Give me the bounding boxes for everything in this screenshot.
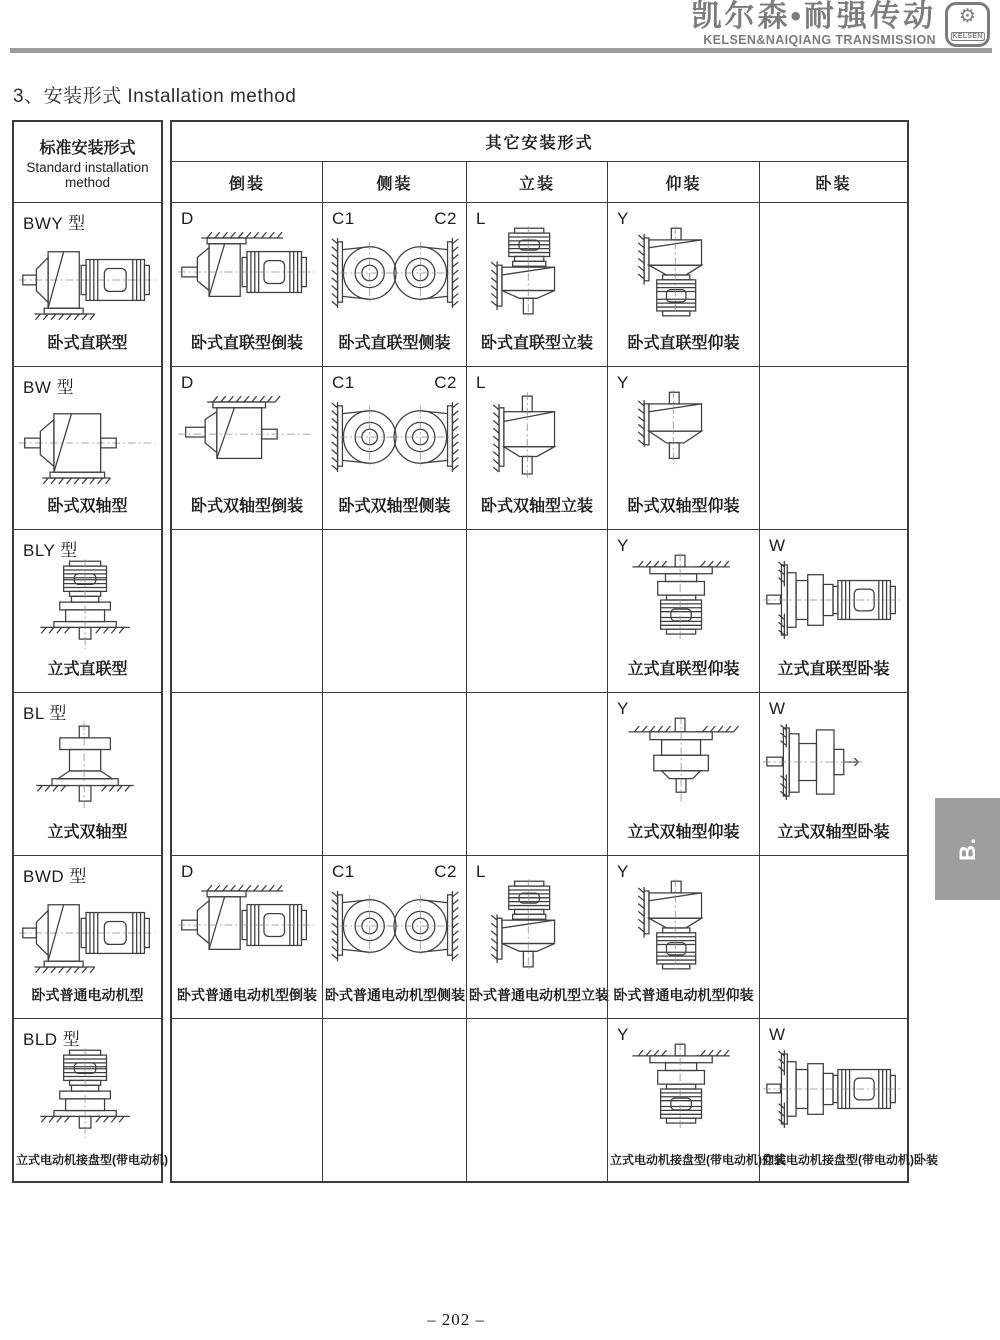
column-header-vertical: 立装 bbox=[466, 162, 607, 202]
cell-bly-horizontal bbox=[759, 529, 907, 692]
cell-bld-upward bbox=[607, 1018, 786, 1181]
cell-bwy-vertical bbox=[466, 203, 607, 366]
mount-code-label: W bbox=[769, 536, 786, 555]
installation-caption: 立式双轴型仰装 bbox=[627, 824, 740, 841]
mount-code-label: C1 bbox=[332, 862, 355, 881]
standard-header-en: Standard installation method bbox=[26, 159, 149, 190]
standard-header-cn: 标准安装形式 bbox=[39, 139, 136, 157]
installation-drawing-vert-l bbox=[464, 878, 610, 974]
installation-caption: 立式直联型仰装 bbox=[627, 661, 740, 678]
installation-caption: 立式电动机接盘型(带电动机)仰装 bbox=[610, 1153, 786, 1167]
column-header-horizontal: 卧装 bbox=[759, 162, 907, 202]
mount-code-label: C2 bbox=[434, 862, 457, 881]
cell-bl-horizontal bbox=[759, 692, 907, 855]
cell-bwd-inverted bbox=[172, 855, 322, 1018]
mount-code-label: C1 bbox=[332, 209, 355, 228]
installation-drawing-bw-inv bbox=[174, 389, 320, 485]
cell-bwd-side bbox=[322, 855, 466, 1018]
other-methods-table bbox=[170, 120, 938, 1183]
cell-bwd-horizontal bbox=[759, 855, 907, 1018]
cell-bly-side bbox=[322, 529, 466, 692]
installation-drawing-hd-std bbox=[15, 884, 161, 980]
mount-code-label: Y bbox=[617, 373, 629, 392]
cell-bly-vertical bbox=[466, 529, 607, 692]
cells-grid bbox=[172, 203, 938, 1181]
cell-bw-upward bbox=[607, 366, 759, 529]
brand-name-english: KELSEN&NAIQIANG TRANSMISSION bbox=[703, 33, 936, 47]
installation-caption: 卧式双轴型仰装 bbox=[627, 498, 740, 515]
installation-drawing-hd-inv bbox=[174, 225, 320, 321]
installation-drawing-bw-l bbox=[464, 389, 610, 485]
cell-bl-upward bbox=[607, 692, 759, 855]
mount-code-label: Y bbox=[617, 699, 629, 718]
cell-standard-bw bbox=[14, 366, 161, 529]
cell-bwy-side bbox=[322, 203, 466, 366]
installation-drawing-v-inv bbox=[611, 715, 757, 811]
installation-drawing-v-std bbox=[15, 721, 161, 817]
model-type-label: BLY 型 bbox=[23, 541, 78, 560]
mount-code-label: Y bbox=[617, 1025, 629, 1044]
installation-caption: 卧式双轴型倒装 bbox=[190, 498, 303, 515]
cell-bw-inverted bbox=[172, 366, 322, 529]
cell-bld-horizontal bbox=[759, 1018, 938, 1181]
installation-drawing-v-w bbox=[761, 715, 907, 811]
installation-drawing-up-y bbox=[611, 878, 757, 974]
installation-caption: 卧式普通电动机型仰装 bbox=[613, 987, 754, 1003]
cell-bwy-upward bbox=[607, 203, 759, 366]
cell-bw-horizontal bbox=[759, 366, 907, 529]
installation-drawing-v-motor-inv bbox=[611, 1041, 757, 1137]
brand-header bbox=[0, 2, 990, 47]
mount-code-label: C1 bbox=[332, 373, 355, 392]
cell-bld-inverted bbox=[172, 1018, 322, 1181]
cell-bly-upward bbox=[607, 529, 759, 692]
cell-standard-bl bbox=[14, 692, 161, 855]
cell-bwd-vertical bbox=[466, 855, 607, 1018]
installation-caption: 卧式双轴型立装 bbox=[480, 498, 593, 515]
model-type-label: BLD 型 bbox=[23, 1030, 81, 1049]
installation-drawing-vert-l bbox=[464, 225, 610, 321]
installation-caption: 立式直联型 bbox=[47, 661, 128, 678]
brand-name-chinese: 凯尔森•耐强传动 bbox=[691, 0, 936, 33]
model-type-label: BWY 型 bbox=[23, 214, 86, 233]
mount-code-label: L bbox=[476, 862, 486, 881]
installation-caption: 立式电动机接盘型(带电动机)卧装 bbox=[762, 1153, 938, 1167]
mount-code-label: L bbox=[476, 373, 486, 392]
kelsen-logo-badge bbox=[945, 2, 990, 47]
cell-bw-vertical bbox=[466, 366, 607, 529]
section-tab-b bbox=[935, 798, 1000, 900]
cell-bld-side bbox=[322, 1018, 466, 1181]
installation-drawing-bw-y bbox=[611, 389, 757, 485]
installation-caption: 卧式直联型倒装 bbox=[190, 335, 303, 352]
cell-standard-bld bbox=[14, 1018, 168, 1181]
cell-bwd-upward bbox=[607, 855, 759, 1018]
column-headers bbox=[172, 162, 907, 203]
cell-standard-bwd bbox=[14, 855, 161, 1018]
mount-code-label: D bbox=[181, 862, 194, 881]
column-header-upward: 仰装 bbox=[607, 162, 759, 202]
mount-code-label: Y bbox=[617, 209, 629, 228]
installation-drawing-v-motor-std bbox=[15, 1047, 161, 1143]
cell-bw-side bbox=[322, 366, 466, 529]
installation-drawing-bw-std bbox=[15, 395, 161, 491]
header-divider bbox=[10, 48, 992, 53]
section-tab-label: B. bbox=[954, 837, 980, 861]
installation-drawing-side-pair bbox=[322, 878, 468, 974]
cell-bwy-inverted bbox=[172, 203, 322, 366]
installation-caption: 卧式普通电动机型立装 bbox=[469, 987, 609, 1003]
mount-code-label: W bbox=[769, 1025, 786, 1044]
installation-caption: 卧式双轴型 bbox=[47, 498, 128, 515]
column-header-side: 侧装 bbox=[322, 162, 466, 202]
cell-bly-inverted bbox=[172, 529, 322, 692]
mount-code-label: L bbox=[476, 209, 486, 228]
installation-caption: 立式直联型卧装 bbox=[777, 661, 890, 678]
installation-caption: 立式电动机接盘型(带电动机) bbox=[16, 1153, 168, 1167]
installation-drawing-hd-inv bbox=[174, 878, 320, 974]
installation-caption: 卧式直联型仰装 bbox=[627, 335, 740, 352]
model-type-label: BL 型 bbox=[23, 704, 67, 723]
installation-drawing-side-pair bbox=[322, 225, 468, 321]
installation-caption: 立式双轴型 bbox=[47, 824, 128, 841]
brand-text bbox=[691, 2, 936, 47]
mount-code-label: W bbox=[769, 699, 786, 718]
cell-bld-vertical bbox=[466, 1018, 607, 1181]
column-header-inverted: 倒装 bbox=[228, 175, 265, 193]
cell-bwy-horizontal bbox=[759, 203, 907, 366]
standard-column bbox=[12, 120, 168, 1183]
installation-drawing-v-motor-std bbox=[15, 558, 161, 654]
badge-label: KELSEN bbox=[952, 33, 983, 40]
page-title: 3、安装形式 Installation method bbox=[13, 86, 297, 107]
cell-standard-bly bbox=[14, 529, 161, 692]
mount-code-label: C2 bbox=[434, 373, 457, 392]
cell-bl-side bbox=[322, 692, 466, 855]
mount-code-label: D bbox=[181, 373, 194, 392]
installation-drawing-v-motor-w bbox=[761, 552, 907, 648]
mount-code-label: Y bbox=[617, 862, 629, 881]
model-type-label: BWD 型 bbox=[23, 867, 87, 886]
installation-drawing-up-y bbox=[611, 225, 757, 321]
installation-caption: 卧式直联型立装 bbox=[480, 335, 593, 352]
installation-caption: 卧式普通电动机型倒装 bbox=[177, 987, 317, 1003]
installation-drawing-side-pair bbox=[322, 389, 468, 485]
page-number: – 202 – bbox=[427, 1310, 485, 1329]
other-methods-header: 其它安装形式 bbox=[172, 122, 907, 162]
mount-code-label: Y bbox=[617, 536, 629, 555]
cell-bl-inverted bbox=[172, 692, 322, 855]
model-type-label: BW 型 bbox=[23, 378, 75, 397]
installation-drawing-v-motor-inv bbox=[611, 552, 757, 648]
installation-caption: 卧式双轴型侧装 bbox=[338, 498, 451, 515]
mount-code-label: C2 bbox=[434, 209, 457, 228]
cell-standard-bwy bbox=[14, 203, 161, 366]
installation-caption: 立式双轴型卧装 bbox=[777, 824, 890, 841]
cell-bl-vertical bbox=[466, 692, 607, 855]
mount-code-label: D bbox=[181, 209, 194, 228]
installation-drawing-hd-std bbox=[15, 231, 161, 327]
installation-caption: 卧式直联型侧装 bbox=[338, 335, 451, 352]
installation-caption: 卧式普通电动机型侧装 bbox=[325, 987, 465, 1003]
installation-caption: 卧式直联型 bbox=[47, 335, 128, 352]
gear-icon: ⚙ bbox=[958, 6, 977, 27]
installation-caption: 卧式普通电动机型 bbox=[31, 987, 144, 1003]
installation-drawing-v-motor-w bbox=[761, 1041, 907, 1137]
standard-column-header bbox=[14, 122, 161, 203]
